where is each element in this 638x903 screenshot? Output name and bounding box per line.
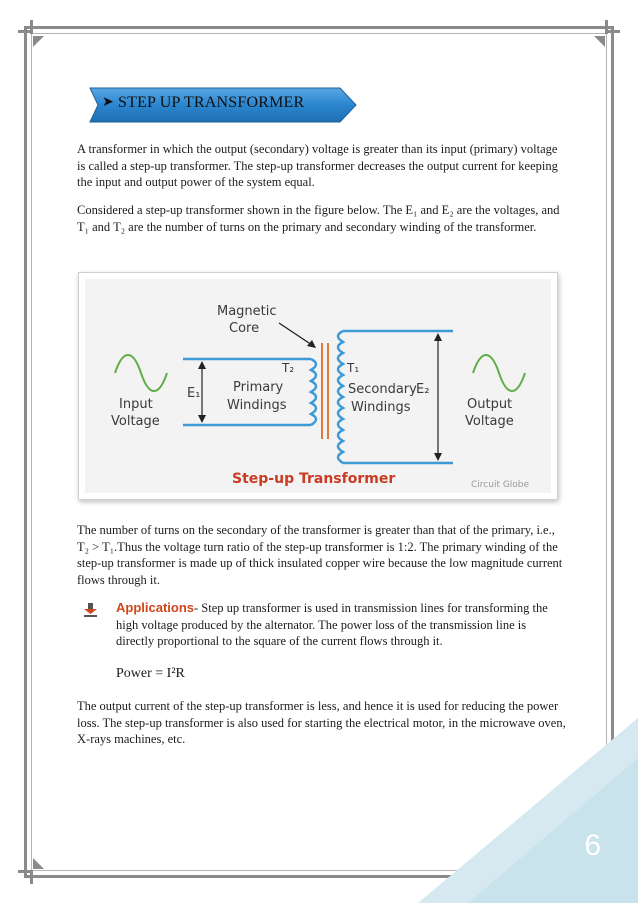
output-current-paragraph: The output current of the step-up transformer is less, and hence it is used for reducing the power loss. The step-up transformer is also used for starting the electrical motor, in the microwave oven, X-rays machines, etc.: [77, 699, 566, 746]
primary-label-2: Windings: [227, 398, 287, 413]
core-label-1: Magnetic: [217, 304, 277, 319]
secondary-label-2: Windings: [351, 400, 411, 415]
frame-corner-top-right: [594, 36, 605, 47]
frame-corner-bottom-left: [33, 858, 44, 869]
down-arrow-bullet-icon: [84, 603, 97, 617]
frame-tick: [606, 30, 620, 33]
t2-label: T₂: [282, 361, 295, 375]
applications-label: Applications: [116, 600, 195, 615]
frame-corner-top-left: [33, 36, 44, 47]
page-number: 6: [584, 829, 601, 862]
output-label-2: Voltage: [465, 414, 514, 429]
applications-text: [116, 600, 564, 650]
section-heading-banner: [88, 86, 358, 124]
output-label-1: Output: [467, 397, 513, 412]
step-up-transformer-figure: [78, 272, 558, 500]
frame-tick: [18, 870, 32, 873]
figure-watermark: Circuit Globe: [471, 480, 530, 490]
input-label-1: Input: [119, 397, 153, 412]
input-label-2: Voltage: [111, 414, 160, 429]
core-label-2: Core: [229, 321, 260, 336]
power-formula: Power = I²R: [116, 666, 185, 681]
frame-tick: [18, 30, 32, 33]
turns-paragraph: The number of turns on the secondary of the transformer is greater than that of the primary, i.e., T₂ > T₁.Thus the voltage turn ratio of the step-up transformer is 1:2. The primary winding of the step-up transformer is made up of thick insulated copper wire because the low magnitude current flows through it.: [77, 523, 563, 587]
figure-caption: Step-up Transformer: [232, 471, 396, 487]
intro-paragraph: A transformer in which the output (secondary) voltage is greater than its input (primary) voltage is called a step-up transformer. The step-up transformer decreases the output current for keeping the input and output power of the system equal.: [77, 142, 558, 189]
figure-reference-paragraph: Considered a step-up transformer shown in the figure below. The E₁ and E₂ are the voltages, and T₁ and T₂ are the number of turns on the primary and secondary winding of the transformer.: [77, 203, 560, 234]
primary-label-1: Primary: [233, 380, 284, 395]
transformer-diagram: [79, 273, 557, 499]
t1-label: T₁: [347, 361, 360, 375]
applications-body: - Step up transformer is used in transmission lines for transforming the high voltage produced by the alternator. The power loss of the transmission line is directly proportional to the square of the current flows through it.: [116, 601, 548, 648]
section-heading: STEP UP TRANSFORMER: [118, 94, 305, 111]
e2-label: E₂: [416, 382, 430, 397]
secondary-label-1: Secondary: [348, 382, 417, 397]
e1-label: E₁: [187, 386, 201, 401]
arrow-bullet-icon: ➤: [102, 95, 114, 110]
